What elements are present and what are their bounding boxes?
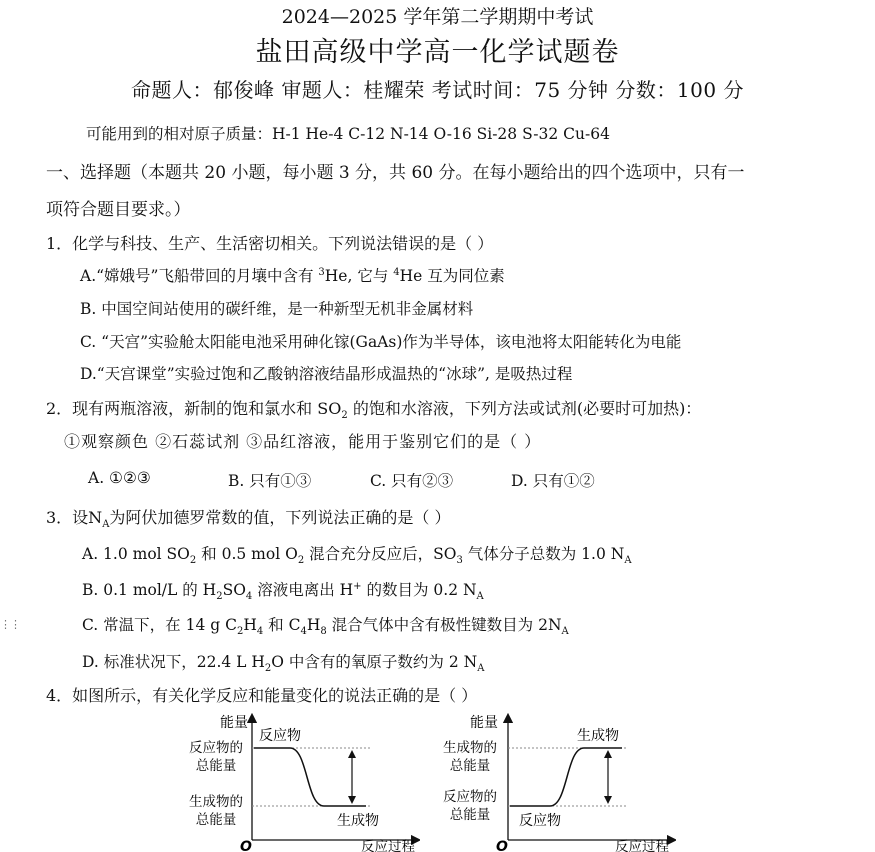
q3-a-t2: 和 0.5 mol O — [196, 545, 298, 563]
q3-c-t4: H — [306, 616, 321, 634]
q3-c-s3: 4 — [300, 626, 307, 638]
q3-d-t2: O 中含有的氧原子数约为 2 N — [271, 653, 478, 671]
high-label-2: 总能量 — [449, 758, 491, 774]
q3-option-a — [82, 542, 632, 567]
low-label-2: 总能量 — [195, 812, 237, 828]
q3-d-s2: A — [477, 663, 485, 675]
x-axis-label: 反应过程 — [615, 839, 669, 852]
q3-stem-text: 3．设N — [46, 508, 103, 527]
q2-stem-text: 2．现有两瓶溶液，新制的饱和氯水和 SO — [46, 399, 342, 418]
q3-b-t3: 溶液电离出 H — [252, 581, 354, 599]
origin-label: O — [240, 839, 252, 852]
high-label-2: 总能量 — [195, 758, 237, 774]
q3-a-t3: 混合充分反应后，SO — [304, 545, 457, 563]
q1-option-b: B. 中国空间站使用的碳纤维，是一种新型无机非金属材料 — [80, 300, 474, 318]
q3-option-b — [82, 578, 484, 603]
q3-c-s2: 4 — [256, 626, 264, 638]
q3-b-t1: B. 0.1 mol/L 的 H — [82, 581, 217, 599]
q4-stem: 4．如图所示，有关化学反应和能量变化的说法正确的是（ ） — [46, 686, 478, 705]
q3-option-d — [82, 650, 485, 675]
q3-d-t1: D. 标准状况下，22.4 L H — [82, 653, 265, 671]
q3-a-s2: 2 — [297, 555, 305, 567]
y-axis-label: 能量 — [220, 715, 248, 731]
q2-stem-sub: 2 — [341, 410, 348, 422]
q3-a-t1: A. 1.0 mol SO — [82, 545, 190, 563]
q3-b-t4: 的数目为 0.2 N — [361, 581, 477, 599]
end-label: 生成物 — [337, 813, 379, 829]
q3-b-s1: 2 — [216, 591, 223, 603]
q3-b-t2: SO — [222, 581, 246, 599]
q1-a-text-post: He 互为同位素 — [399, 267, 505, 285]
atomic-masses: 可能用到的相对原子质量：H-1 He-4 C-12 N-14 O-16 Si-28 S-32 Cu-64 — [86, 125, 610, 143]
q3-a-s1: 2 — [189, 555, 197, 567]
q3-a-s4: A — [624, 555, 632, 567]
q3-d-s1: 2 — [264, 663, 272, 675]
q1-a-text: A.“嫦娥号”飞船带回的月壤中含有 — [80, 267, 319, 285]
q3-b-s2: 4 — [245, 591, 253, 603]
high-label-1: 反应物的 — [189, 740, 243, 756]
y-axis-label: 能量 — [470, 715, 498, 731]
section-heading-line1: 一、选择题（本题共 20 小题，每小题 3 分，共 60 分。在每小题给出的四个选项中，只有一 — [46, 163, 745, 183]
q3-stem-sub: A — [102, 519, 110, 531]
q3-stem-text-post: 为阿伏加德罗常数的值，下列说法正确的是（ ） — [109, 508, 451, 527]
q3-stem — [46, 505, 451, 531]
q2-option-c: C. 只有②③ — [370, 472, 454, 490]
high-label-1: 生成物的 — [443, 740, 497, 756]
low-label-1: 反应物的 — [443, 789, 497, 805]
origin-label: O — [496, 839, 508, 852]
energy-diagram-exothermic — [180, 712, 420, 852]
exam-term-title: 2024—2025 学年第二学期期中考试 — [281, 6, 594, 28]
x-axis-label: 反应过程 — [361, 839, 415, 852]
low-label-1: 生成物的 — [189, 794, 243, 810]
q3-c-t2: H — [243, 616, 257, 634]
q3-c-s1: 2 — [236, 626, 244, 638]
q2-option-b: B. 只有①③ — [228, 472, 312, 490]
start-label: 反应物 — [519, 813, 561, 829]
q2-stem — [46, 396, 702, 422]
q3-a-s3: 3 — [456, 555, 463, 567]
q1-a-mass3: 3 — [318, 266, 325, 278]
q3-c-t3: 和 C — [263, 616, 301, 634]
q3-b-sup: + — [353, 580, 362, 592]
q3-c-s4: 8 — [320, 626, 327, 638]
exam-meta-line: 命题人：郁俊峰 审题人：桂耀荣 考试时间：75 分钟 分数：100 分 — [131, 78, 744, 102]
q3-c-t5: 混合气体中含有极性键数目为 2N — [326, 616, 562, 634]
q1-option-d: D.“天宫课堂”实验过饱和乙酸钠溶液结晶形成温热的“冰球”, 是吸热过程 — [80, 365, 573, 383]
q1-a-mass4: 4 — [393, 266, 400, 278]
exam-paper-title: 盐田高级中学高一化学试题卷 — [255, 37, 620, 68]
q2-option-a: A. ①②③ — [88, 469, 151, 487]
low-label-2: 总能量 — [449, 807, 491, 823]
q1-option-c: C. “天宫”实验舱太阳能电池采用砷化镓(GaAs)作为半导体，该电池将太阳能转化为电能 — [80, 333, 682, 351]
q3-a-t4: 气体分子总数为 1.0 N — [462, 545, 625, 563]
q1-stem: 1．化学与科技、生产、生活密切相关。下列说法错误的是（ ） — [46, 234, 494, 253]
q1-a-text-mid: He, 它与 — [324, 267, 394, 285]
q2-option-d: D. 只有①② — [511, 472, 595, 490]
energy-diagram-endothermic — [436, 712, 676, 852]
q1-option-a — [80, 264, 505, 286]
q3-c-s5: A — [561, 626, 569, 638]
q3-option-c — [82, 613, 569, 638]
q3-c-t1: C. 常温下，在 14 g C — [82, 616, 237, 634]
start-label: 反应物 — [259, 728, 301, 744]
q2-methods: ①观察颜色 ②石蕊试剂 ③品红溶液，能用于鉴别它们的是（ ） — [64, 432, 542, 451]
section-heading-line2: 项符合题目要求。） — [46, 200, 191, 220]
q2-stem-text-post: 的饱和水溶液，下列方法或试剂(必要时可加热)： — [347, 399, 702, 418]
end-label: 生成物 — [577, 728, 619, 744]
drag-handle-icon[interactable]: ⋮⋮ — [0, 618, 20, 631]
q3-b-s3: A — [476, 591, 484, 603]
